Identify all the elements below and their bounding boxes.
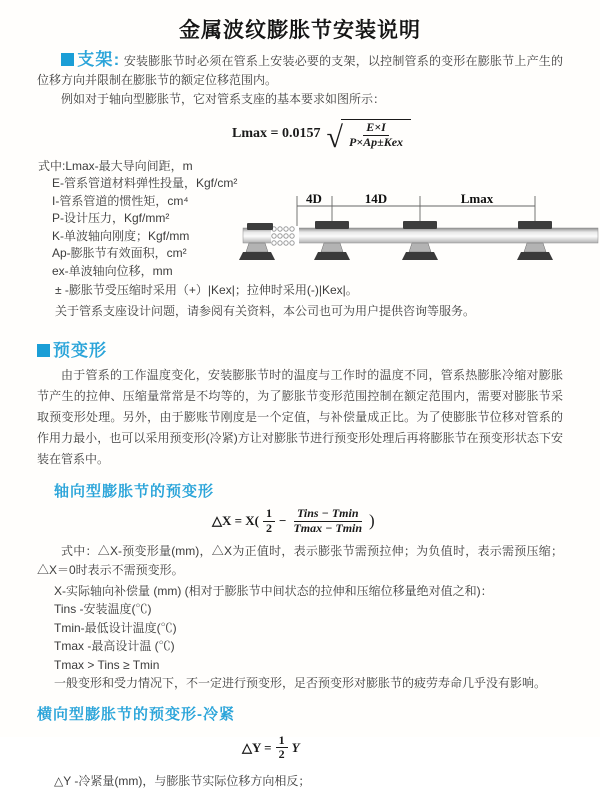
delta-y-formula	[242, 734, 600, 763]
dim-label-4d: 4D	[306, 191, 322, 206]
lmax-denominator: P×Ap±Kex	[348, 134, 404, 149]
page-title: 金属波纹膨胀节安装说明	[179, 19, 421, 42]
axial-subsection-heading: 轴向型膨胀节的预变形	[54, 483, 215, 501]
dim-label-lmax: Lmax	[460, 191, 494, 206]
section-marker-icon	[37, 344, 50, 357]
variable-item: Tmax > Tins ≥ Tmin	[54, 657, 160, 672]
definition-item: K-单波轴向刚度；Kgf/mm	[52, 228, 190, 243]
minus-sign: −	[279, 513, 287, 529]
lmax-numerator: E×I	[363, 121, 389, 136]
lateral-note: △Y -冷紧量(mm)，与膨胀节实际位移方向相反；	[54, 774, 311, 789]
definition-item: ex-单波轴向位移，mm	[52, 263, 173, 278]
support-example-line: 例如对于轴向型膨胀节，它对管系支座的基本要求如图所示：	[61, 92, 386, 106]
variable-item: Tmin-最低设计温度(℃)	[54, 620, 177, 635]
sqrt-radical: √ $\frac{E\times I}{\text{P×Ap±Kex}}$	[326, 119, 411, 150]
preform-heading-label: 预变形	[53, 341, 107, 361]
definition-item: 关于管系支座设计问题，请参阅有关资料，本公司也可为用户提供咨询等服务。	[55, 304, 476, 319]
axial-explain: 式中：△X-预变形量(mm)，△X为正值时，表示膨张节需预拉伸；为负值时，表示需预压缩；△X＝0时表示不需预变形。	[37, 543, 563, 577]
variable-item: X-实际轴向补偿量 (mm) (相对于膨胀节中间状态的拉伸和压缩位移量绝对值之和)：	[54, 583, 493, 598]
dim-label-14d: 14D	[364, 191, 388, 206]
lmax-formula-coef: = 0.0157	[270, 126, 321, 142]
temperature-fraction: $\frac{\text{Tins − Tmin}}{Tmax - Tmin}$	[293, 506, 363, 535]
support-intro-paragraph	[37, 50, 563, 90]
definition-item: 式中:Lmax-最大导向间距，m	[38, 158, 193, 173]
section-marker-icon	[61, 53, 74, 66]
axial-note: 一般变形和受力情况下，不一定进行预变形，足否预变形对膨胀节的疲劳寿命几乎没有影响。	[54, 676, 547, 691]
definition-item: P-设计压力，Kgf/mm²	[52, 211, 170, 226]
preform-section-heading	[37, 336, 600, 361]
definition-item: I-管系管道的惯性矩，cm⁴	[52, 193, 189, 208]
support-section-heading	[61, 50, 120, 69]
bellows-icon	[271, 226, 299, 245]
definition-item: E-管系管道材料弹性投量，Kgf/cm²	[52, 176, 238, 191]
definition-item: Ap-膨胀节有效面积，cm²	[52, 246, 187, 261]
lmax-formula	[232, 119, 411, 154]
variable-item: Tins -安装温度(℃)	[54, 602, 152, 617]
delta-y-lhs: △Y =	[242, 739, 272, 755]
preform-paragraph: 由于管系的工作温度变化，安装膨胀节时的温度与工作时的温度不同，管系热膨胀冷缩对膨胀节产生的拉伸、压缩量常常是不均等的，为了膨胀节变形范围控制在额定范围内，需要对膨胀节采取预变形处理。另外，由于膨账节刚度是一个定值，与补偿量成正比。为了使膨胀节位移对管系的作用力最小，也可以采用预变形(冷紧)方让对膨胀节进行预变形处理后再将膨胀节在预变形状态下安装在管系中。	[37, 368, 563, 467]
delta-y-rhs: Y	[291, 739, 300, 755]
one-half-fraction: $\frac{1}{2}$	[263, 507, 275, 536]
support-intro-text: 安装膨胀节时必须在管系上安装必要的支架，以控制管系的变形在膨胀节上产生的位移方向并限制在膨胀节的额定位移范围内。	[37, 54, 563, 87]
lmax-formula-lhs: Lmax	[232, 126, 267, 142]
lateral-subsection-heading: 横向型膨胀节的预变形-冷紧	[37, 705, 235, 723]
axial-variable-list	[54, 582, 600, 693]
support-heading-label: 支架:	[77, 50, 121, 69]
close-paren: )	[369, 511, 375, 531]
pipe-support-diagram	[243, 192, 598, 288]
lmax-fraction	[346, 121, 406, 150]
one-half-fraction: $\frac{1}{2}$	[276, 734, 288, 763]
definition-item: ± -膨胀节受压缩时采用（+）|Kex|；拉伸时采用(-)|Kex|。	[55, 283, 358, 298]
delta-x-formula	[212, 507, 600, 536]
variable-item: Tmax -最高设计温 (℃)	[54, 639, 175, 654]
delta-x-lhs: △X = X(	[212, 513, 260, 529]
